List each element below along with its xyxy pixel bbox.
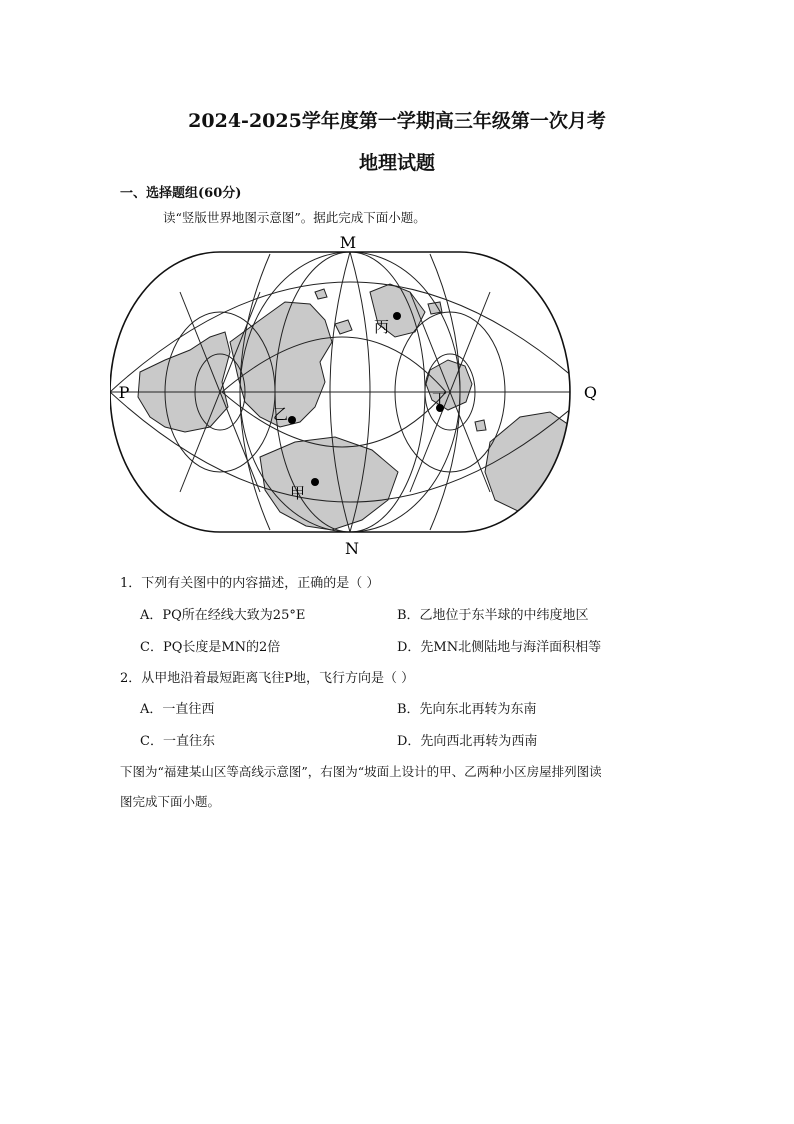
point-yi-marker <box>288 416 296 424</box>
question-1-option-b: B．乙地位于东半球的中纬度地区 <box>397 608 589 623</box>
label-p: P <box>118 383 130 402</box>
exam-title: 2024-2025学年度第一学期高三年级第一次月考 <box>188 110 606 132</box>
label-m: M <box>339 233 357 252</box>
label-n: N <box>345 539 359 558</box>
next-group-intro-line-1: 下图为“福建某山区等高线示意图”，右图为“坡面上设计的甲、乙两种小区房屋排列图读 <box>120 764 602 779</box>
small-island <box>475 420 486 431</box>
label-bing: 丙 <box>374 318 390 336</box>
question-2-option-d: D．先向西北再转为西南 <box>397 734 538 749</box>
small-island <box>335 320 352 334</box>
next-group-intro-line-2: 图完成下面小题。 <box>120 794 221 809</box>
world-map-figure <box>110 232 600 562</box>
point-jia-marker <box>311 478 319 486</box>
label-q: Q <box>583 383 597 402</box>
question-2-option-c: C．一直往东 <box>140 734 215 749</box>
question-1-option-c: C．PQ长度是MN的2倍 <box>140 640 281 655</box>
question-1-option-d: D．先MN北侧陆地与海洋面积相等 <box>397 640 602 655</box>
question-2-stem: 2．从甲地沿着最短距离飞往P地，飞行方向是（ ） <box>120 671 415 686</box>
section-heading: 一、选择题组(60分) <box>120 186 242 201</box>
subject-title: 地理试题 <box>358 152 435 174</box>
label-yi: 乙 <box>273 405 289 423</box>
question-1-option-a: A．PQ所在经线大致为25°E <box>140 608 306 623</box>
landmass-south <box>260 437 398 530</box>
question-2-option-b: B．先向东北再转为东南 <box>397 702 537 717</box>
point-bing-marker <box>393 312 401 320</box>
question-group-intro: 读“竖版世界地图示意图”。据此完成下面小题。 <box>163 210 426 225</box>
label-jia: 甲 <box>290 484 306 502</box>
small-island <box>315 289 327 299</box>
label-ding: 丁 <box>432 390 448 408</box>
question-1-stem: 1．下列有关图中的内容描述，正确的是（ ） <box>120 576 380 591</box>
question-2-option-a: A．一直往西 <box>140 702 215 717</box>
